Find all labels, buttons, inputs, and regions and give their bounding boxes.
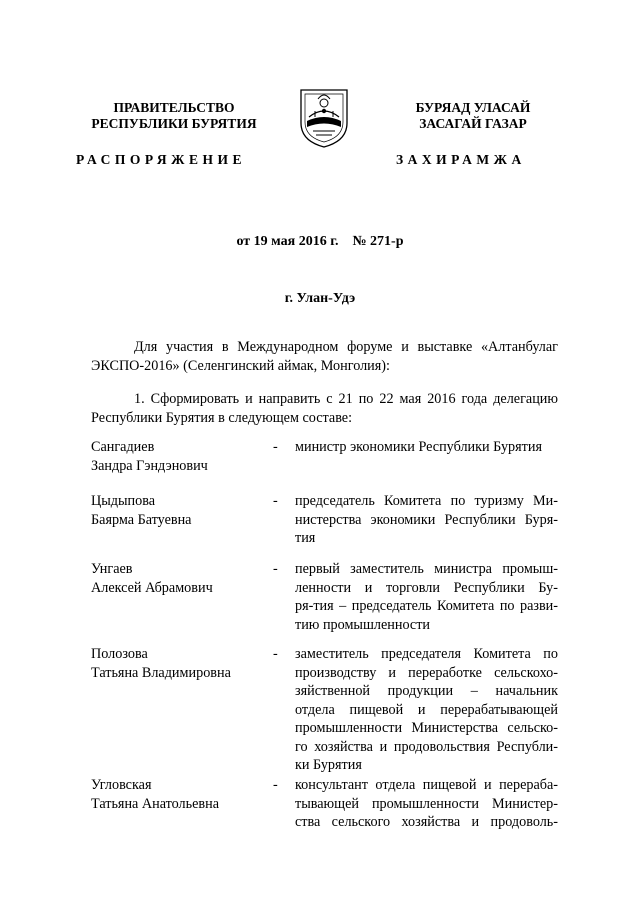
position-line: министр экономики Республики Бурятия xyxy=(295,439,542,455)
coat-of-arms-icon xyxy=(297,87,351,149)
member-surname: Цыдыпова xyxy=(91,493,156,509)
member-name xyxy=(91,560,266,597)
position-line: промышленности Министерства сельско- xyxy=(295,720,558,736)
position-line: тия xyxy=(295,530,316,546)
position-line: ленности и торговли Республики Бу- xyxy=(295,579,558,596)
position-line: ки Бурятия xyxy=(295,757,362,773)
member-surname: Полозова xyxy=(91,646,148,662)
position-line: заместитель председателя Комитета по xyxy=(295,646,558,662)
document-city: г. Улан-Удэ xyxy=(284,291,356,306)
item-1-text: 1. Сформировать и направить с 21 по 22 мая 2016 года делегацию Республики Бурятия в следующем составе: xyxy=(91,391,558,426)
position-line: зяйственной продукции – начальник xyxy=(295,683,558,699)
member-given-name: Татьяна Анатольевна xyxy=(91,795,219,812)
member-position xyxy=(295,438,558,457)
government-name-buryat xyxy=(363,100,583,132)
member-dash: - xyxy=(273,493,278,509)
member-given-name: Татьяна Владимировна xyxy=(91,664,231,681)
member-given-name: Зандра Гэндэнович xyxy=(91,457,208,474)
position-line: производству и переработке сельскохо- xyxy=(295,664,558,681)
member-dash: - xyxy=(273,561,278,577)
member-dash: - xyxy=(273,777,278,793)
intro-paragraph xyxy=(91,338,558,375)
position-line: тывающей промышленности Министер- xyxy=(295,795,558,812)
member-surname: Сангадиев xyxy=(91,439,155,455)
member-name xyxy=(91,492,266,529)
position-line: отдела пищевой и перерабатывающей xyxy=(295,701,558,718)
government-name-line: БУРЯАД УЛАСАЙ xyxy=(415,100,531,115)
member-dash: - xyxy=(273,646,278,662)
document-type-russian: РАСПОРЯЖЕНИЕ xyxy=(76,152,247,167)
member-given-name: Алексей Абрамович xyxy=(91,579,213,596)
position-line: тию промышленности xyxy=(295,616,430,633)
member-name xyxy=(91,438,266,475)
member-dash: - xyxy=(273,439,278,455)
member-name xyxy=(91,776,266,813)
member-surname: Угловская xyxy=(91,777,152,793)
position-line: го хозяйства и продовольствия Республи- xyxy=(295,738,558,755)
position-line: нистерства экономики Республики Буря- xyxy=(295,511,558,528)
position-line: первый заместитель министра промыш- xyxy=(295,561,558,577)
document-date-number: от 19 мая 2016 г. № 271-р xyxy=(236,234,404,249)
position-line: ря-тия – председатель Комитета по разви- xyxy=(295,598,558,614)
government-name-russian xyxy=(74,100,274,132)
government-name-line: ПРАВИТЕЛЬСТВО xyxy=(113,100,235,115)
member-name xyxy=(91,645,266,682)
position-line: председатель Комитета по туризму Ми- xyxy=(295,493,558,509)
member-position xyxy=(295,776,558,832)
member-position xyxy=(295,492,558,548)
document-type-buryat: ЗАХИРАМЖА xyxy=(396,152,526,167)
government-name-line: ЗАСАГАЙ ГАЗАР xyxy=(419,116,527,131)
member-position xyxy=(295,645,558,775)
member-given-name: Баярма Батуевна xyxy=(91,511,192,528)
member-position xyxy=(295,560,558,634)
intro-text: Для участия в Международном форуме и выставке «Алтанбулаг ЭКСПО-2016» (Селенгинский аймак, Монголия): xyxy=(91,339,558,374)
government-name-line: РЕСПУБЛИКИ БУРЯТИЯ xyxy=(91,116,257,131)
member-surname: Унгаев xyxy=(91,561,133,577)
item-1-paragraph xyxy=(91,390,558,427)
position-line: ства сельского хозяйства и продоволь- xyxy=(295,814,558,830)
position-line: консультант отдела пищевой и перераба- xyxy=(295,777,558,793)
